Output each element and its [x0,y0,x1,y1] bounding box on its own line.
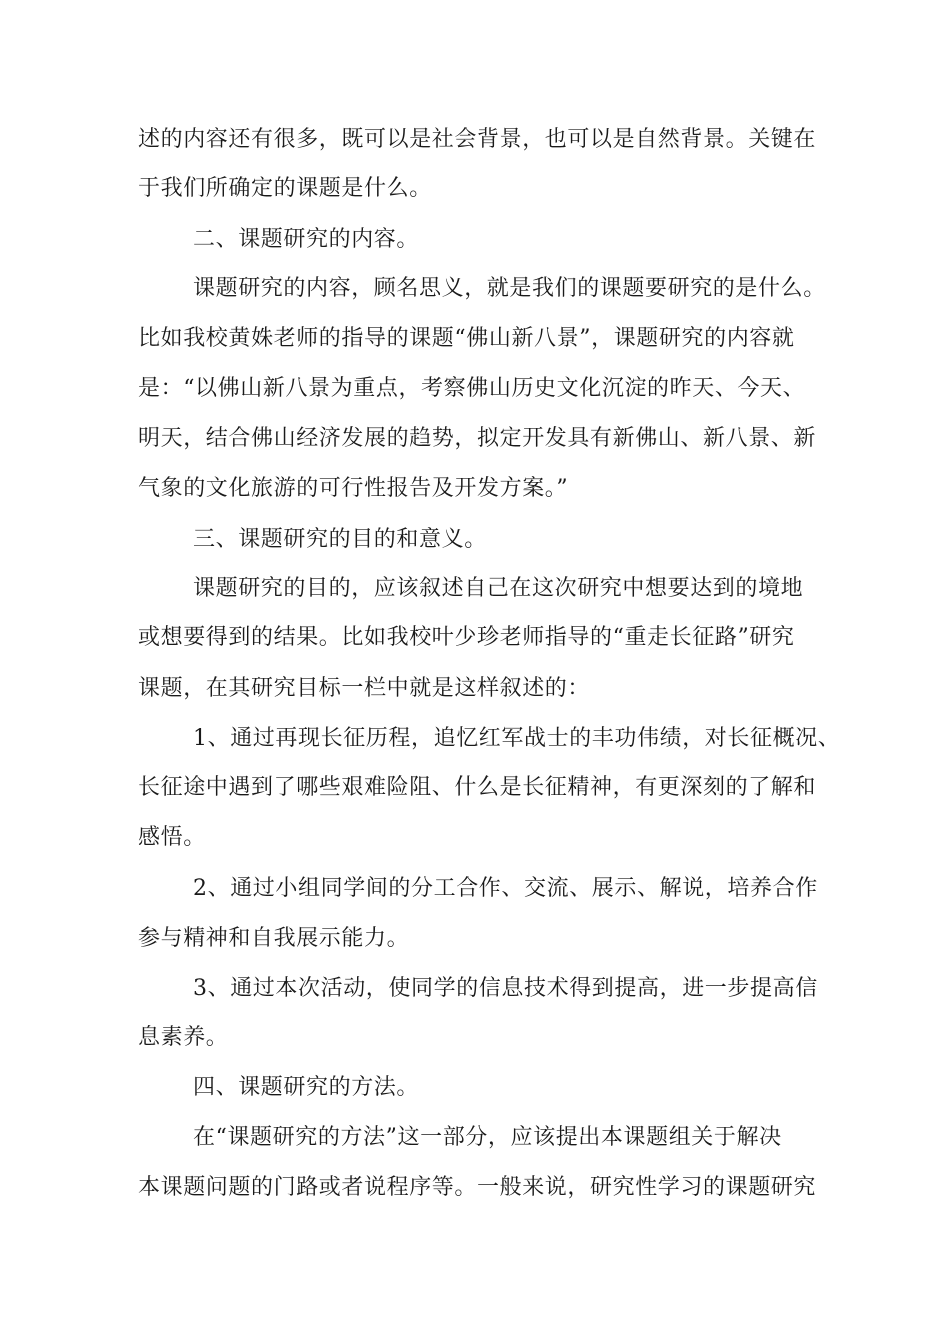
list-item-continuation: 长征途中遇到了哪些艰难险阻、什么是长征精神，有更深刻的了解和 [138,775,817,800]
list-item: 3、通过本次活动，使同学的信息技术得到提高，进一步提高信 [193,976,818,1001]
paragraph-line: 于我们所确定的课题是什么。 [138,176,432,201]
section-heading: 三、课题研究的目的和意义。 [193,527,487,552]
paragraph-line: 气象的文化旅游的可行性报告及开发方案。” [138,476,569,501]
paragraph-line: 或想要得到的结果。比如我校叶少珍老师指导的“重走长征路”研究 [138,625,795,650]
list-item: 1、通过再现长征历程，追忆红军战士的丰功伟绩，对长征概况、 [193,726,841,751]
list-item-continuation: 感悟。 [138,825,206,850]
paragraph-line: 是：“以佛山新八景为重点，考察佛山历史文化沉淀的昨天、今天、 [138,376,806,401]
paragraph-line: 明天，结合佛山经济发展的趋势，拟定开发具有新佛山、新八景、新 [138,426,817,451]
paragraph-line: 课题，在其研究目标一栏中就是这样叙述的： [138,676,591,701]
list-item-continuation: 息素养。 [138,1025,229,1050]
section-heading: 二、课题研究的内容。 [193,227,420,252]
list-item: 2、通过小组同学间的分工合作、交流、展示、解说，培养合作 [193,876,818,901]
paragraph-line: 课题研究的目的，应该叙述自己在这次研究中想要达到的境地 [193,576,804,601]
list-item-continuation: 参与精神和自我展示能力。 [138,926,410,951]
section-heading: 四、课题研究的方法。 [193,1075,420,1100]
paragraph-line: 比如我校黄姝老师的指导的课题“佛山新八景”，课题研究的内容就 [138,326,795,351]
paragraph-line: 在“课题研究的方法”这一部分，应该提出本课题组关于解决 [193,1125,782,1150]
paragraph-line: 本课题问题的门路或者说程序等。一般来说，研究性学习的课题研究 [138,1175,817,1200]
paragraph-line: 述的内容还有很多，既可以是社会背景，也可以是自然背景。关键在 [138,127,817,152]
paragraph-line: 课题研究的内容，顾名思义，就是我们的课题要研究的是什么。 [193,276,826,301]
